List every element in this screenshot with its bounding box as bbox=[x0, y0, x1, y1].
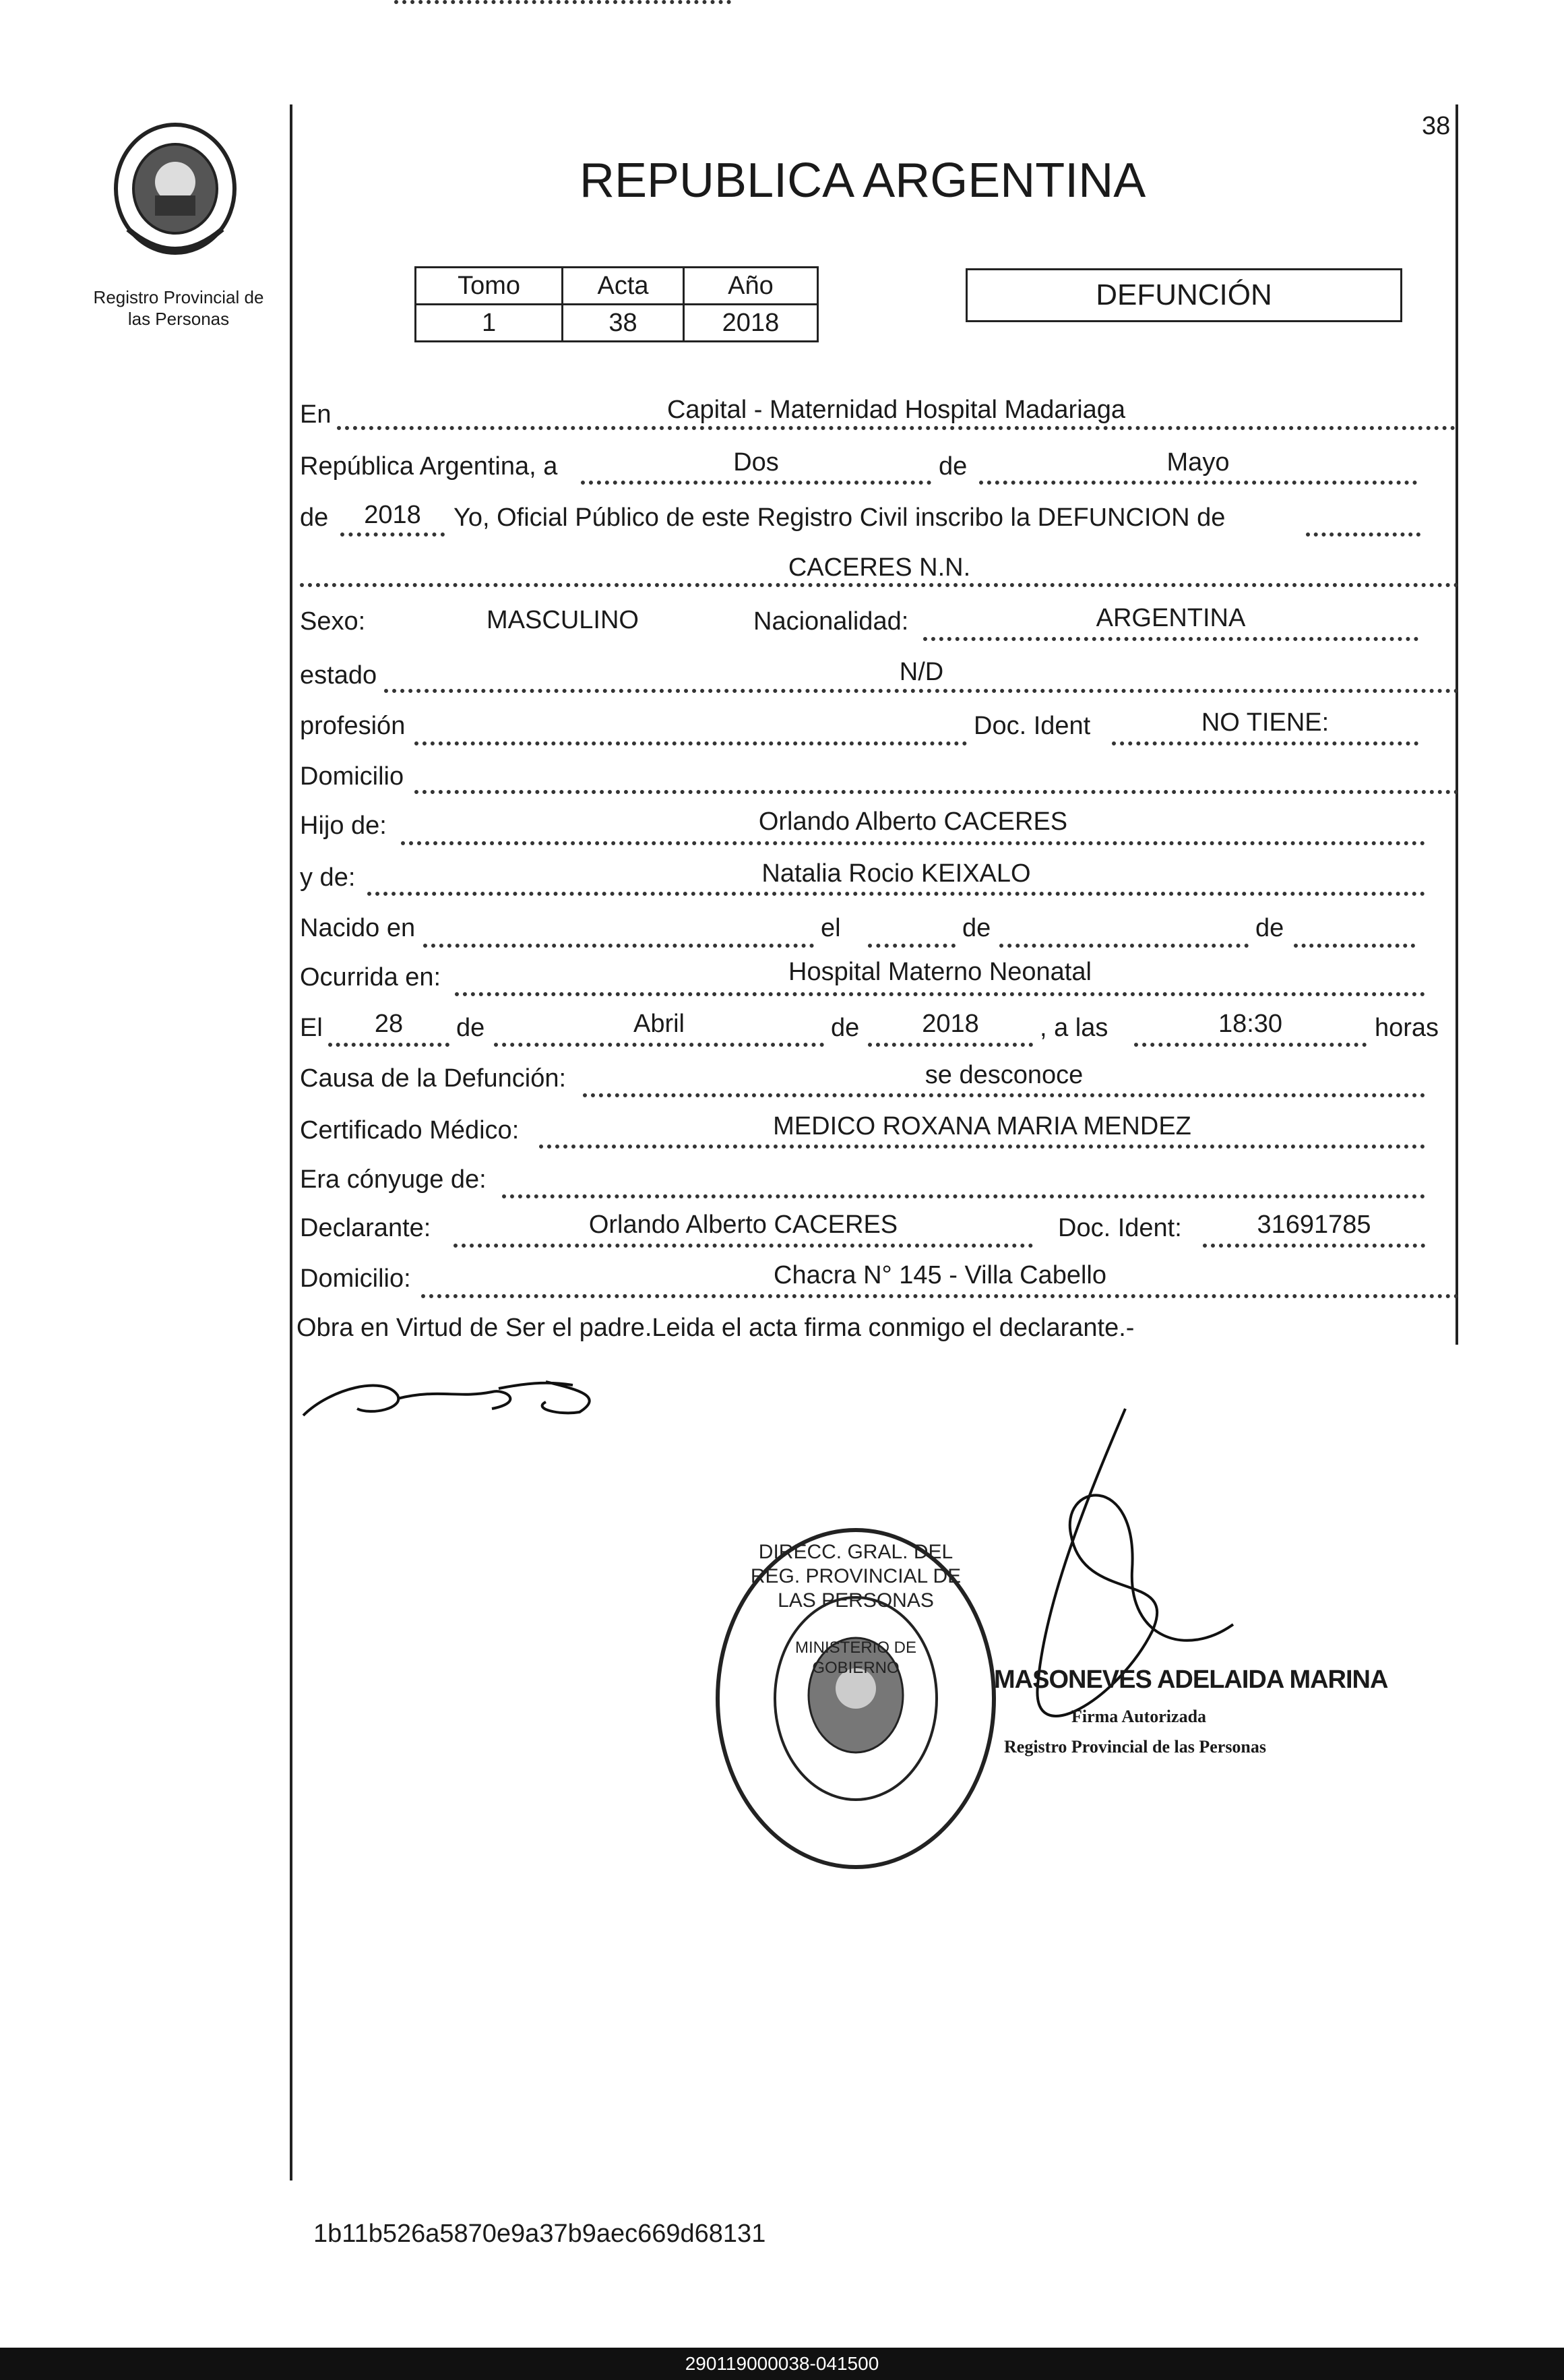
value-nacionalidad: ARGENTINA bbox=[1096, 604, 1246, 632]
value-certificado: MEDICO ROXANA MARIA MENDEZ bbox=[773, 1112, 1191, 1140]
label-de3: de bbox=[1255, 914, 1284, 942]
label-de: de bbox=[939, 452, 968, 481]
ref-value-tomo: 1 bbox=[416, 305, 563, 342]
line-certificado bbox=[539, 1145, 1425, 1149]
doc-type-label: DEFUNCIÓN bbox=[1096, 278, 1272, 311]
label-declarante: Declarante: bbox=[300, 1214, 431, 1242]
line-dia bbox=[581, 481, 931, 485]
label-causa: Causa de la Defunción: bbox=[300, 1064, 567, 1093]
line-declarante-doc bbox=[1203, 1244, 1425, 1248]
stamp-role: Firma Autorizada bbox=[1071, 1707, 1207, 1726]
value-sexo: MASCULINO bbox=[487, 606, 639, 634]
value-mes-def: Abril bbox=[633, 1010, 685, 1038]
label-conyuge: Era cónyuge de: bbox=[300, 1165, 487, 1194]
line-doc-ident bbox=[1112, 741, 1418, 745]
value-nombre: CACERES N.N. bbox=[788, 553, 971, 582]
ref-header-anio: Año bbox=[683, 268, 817, 305]
label-el2: El bbox=[300, 1014, 323, 1042]
line-ocurrida-en bbox=[455, 992, 1425, 996]
page-number: 38 bbox=[1422, 112, 1451, 140]
line-nombre bbox=[300, 583, 1459, 587]
value-madre: Natalia Rocio KEIXALO bbox=[761, 859, 1031, 888]
label-ocurrida-en: Ocurrida en: bbox=[300, 963, 441, 991]
value-anio-def: 2018 bbox=[922, 1010, 979, 1038]
reference-table bbox=[414, 266, 819, 342]
label-de5: de bbox=[831, 1014, 860, 1042]
line-causa bbox=[583, 1093, 1425, 1097]
value-estado: N/D bbox=[899, 658, 944, 686]
line-profesion bbox=[414, 741, 967, 745]
line-dia-def bbox=[328, 1043, 449, 1047]
value-lugar: Capital - Maternidad Hospital Madariaga bbox=[666, 396, 1126, 424]
line-hijo-de bbox=[401, 841, 1425, 845]
line-domicilio2 bbox=[421, 1294, 1459, 1298]
value-dia-texto: Dos bbox=[733, 448, 779, 477]
value-dia-def: 28 bbox=[374, 1010, 404, 1038]
label-en: En bbox=[300, 400, 332, 429]
label-horas: horas bbox=[1375, 1014, 1439, 1042]
ref-value-anio: 2018 bbox=[683, 305, 817, 342]
value-anio: 2018 bbox=[364, 501, 421, 529]
line-nacido-en bbox=[423, 944, 814, 948]
ref-value-acta: 38 bbox=[563, 305, 684, 342]
stamp-outer-text: DIRECC. GRAL. DEL REG. PROVINCIAL DE LAS PERSONAS bbox=[750, 1541, 962, 1612]
line-de2 bbox=[999, 944, 1249, 948]
value-hora: 18:30 bbox=[1218, 1010, 1283, 1038]
line-en bbox=[337, 426, 1456, 430]
footer-bar bbox=[0, 2348, 1564, 2380]
stamp-name: MASONEVES ADELAIDA MARINA bbox=[994, 1666, 1388, 1694]
label-y-de: y de: bbox=[300, 863, 356, 892]
label-profesion: profesión bbox=[300, 712, 406, 740]
label-doc-ident2: Doc. Ident: bbox=[1058, 1214, 1182, 1242]
label-hijo-de: Hijo de: bbox=[300, 812, 387, 840]
line-y-de bbox=[367, 892, 1425, 896]
ref-header-tomo: Tomo bbox=[416, 268, 563, 305]
label-yo-oficial: Yo, Oficial Público de este Registro Civil inscribo la DEFUNCION de bbox=[453, 504, 1226, 532]
registry-label: Registro Provincial de las Personas bbox=[93, 287, 264, 329]
label-de4: de bbox=[456, 1014, 485, 1042]
label-domicilio2: Domicilio: bbox=[300, 1264, 411, 1293]
label-doc-ident: Doc. Ident bbox=[974, 712, 1091, 740]
label-certificado: Certificado Médico: bbox=[300, 1116, 520, 1145]
left-margin-line bbox=[290, 104, 292, 2180]
label-nacido-en: Nacido en bbox=[300, 914, 416, 942]
line-nombre-start bbox=[1306, 532, 1420, 537]
label-nacionalidad: Nacionalidad: bbox=[753, 607, 909, 636]
line-anio-def bbox=[868, 1043, 1033, 1047]
closing-statement: Obra en Virtud de Ser el padre.Leida el acta firma conmigo el declarante.- bbox=[296, 1314, 1135, 1342]
value-declarante: Orlando Alberto CACERES bbox=[588, 1211, 898, 1239]
footer-code: 290119000038-041500 bbox=[685, 2353, 879, 2374]
label-republica: República Argentina, a bbox=[300, 452, 558, 481]
line-mes bbox=[979, 481, 1417, 485]
ref-header-acta: Acta bbox=[563, 268, 684, 305]
declarant-signature bbox=[290, 1362, 640, 1429]
stamp-inner-text: MINISTERIO DE GOBIERNO bbox=[794, 1639, 916, 1677]
value-domicilio-decl: Chacra N° 145 - Villa Cabello bbox=[774, 1261, 1106, 1289]
label-domicilio: Domicilio bbox=[300, 762, 404, 791]
line-nacionalidad bbox=[923, 637, 1418, 641]
line-mes-def bbox=[494, 1043, 824, 1047]
line-domicilio bbox=[414, 790, 1459, 794]
label-a-las: , a las bbox=[1040, 1014, 1108, 1042]
line-declarante bbox=[453, 1244, 1033, 1248]
value-mes: Mayo bbox=[1166, 448, 1230, 477]
line-estado bbox=[384, 689, 1459, 693]
line-sexo bbox=[394, 0, 731, 4]
line-el bbox=[868, 944, 956, 948]
label-estado: estado bbox=[300, 661, 377, 690]
stamp-office: Registro Provincial de las Personas bbox=[1004, 1737, 1267, 1757]
document-hash: 1b11b526a5870e9a37b9aec669d68131 bbox=[313, 2220, 766, 2248]
label-de2: de bbox=[962, 914, 991, 942]
label-sexo: Sexo: bbox=[300, 607, 366, 636]
line-anio bbox=[340, 532, 445, 537]
value-causa: se desconoce bbox=[925, 1061, 1084, 1089]
line-conyuge bbox=[502, 1194, 1425, 1198]
label-de-anio: de bbox=[300, 504, 329, 532]
value-doc-ident: NO TIENE: bbox=[1201, 708, 1330, 737]
province-seal bbox=[108, 121, 243, 263]
right-margin-line bbox=[1456, 104, 1458, 1345]
value-padre: Orlando Alberto CACERES bbox=[758, 807, 1068, 836]
label-el: el bbox=[821, 914, 841, 942]
line-de3 bbox=[1294, 944, 1415, 948]
line-hora bbox=[1134, 1043, 1367, 1047]
doc-type-box bbox=[966, 268, 1402, 322]
value-ocurrida: Hospital Materno Neonatal bbox=[788, 958, 1092, 986]
page-title: REPUBLICA ARGENTINA bbox=[580, 154, 1146, 208]
value-declarante-doc: 31691785 bbox=[1257, 1211, 1371, 1239]
